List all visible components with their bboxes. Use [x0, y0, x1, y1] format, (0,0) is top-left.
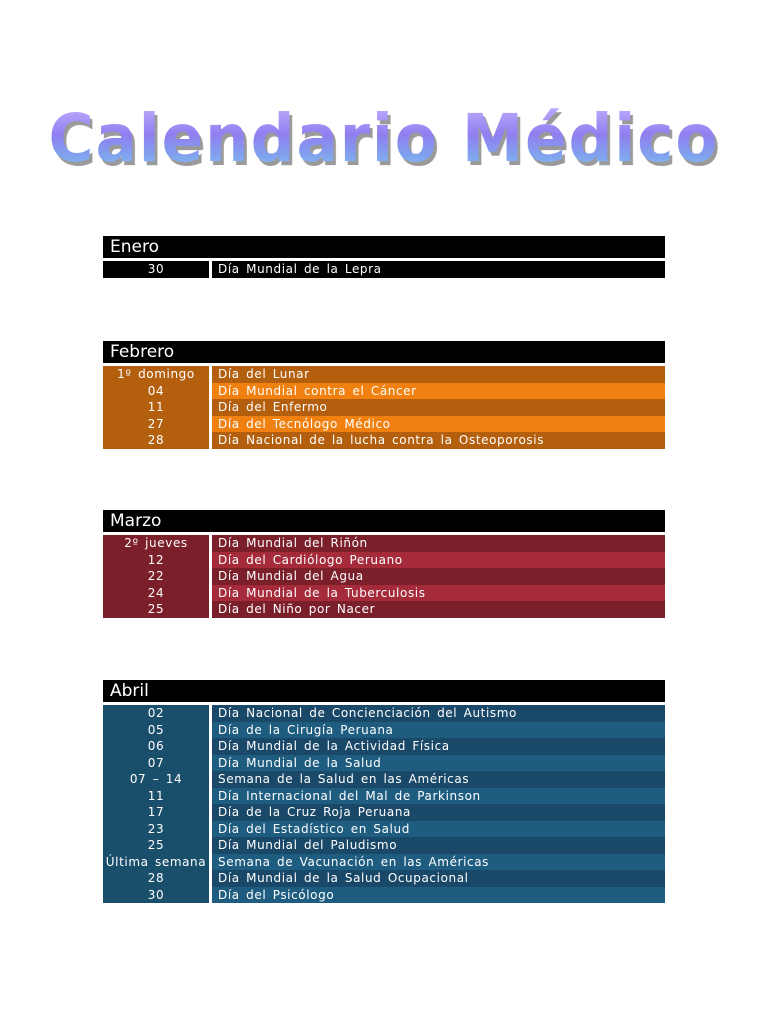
event-row: [103, 568, 665, 585]
event-row: [103, 804, 665, 821]
event-list: [103, 366, 665, 449]
event-row: [103, 601, 665, 618]
event-date: 06: [103, 738, 209, 755]
month-enero: [103, 236, 665, 278]
event-name: Día de la Cirugía Peruana: [212, 722, 665, 739]
event-row: [103, 722, 665, 739]
event-date: 11: [103, 399, 209, 416]
event-date: 02: [103, 705, 209, 722]
event-name: Día Nacional de la lucha contra la Osteoporosis: [212, 432, 665, 449]
event-name: Día Mundial del Agua: [212, 568, 665, 585]
event-date: 05: [103, 722, 209, 739]
event-date: 07: [103, 755, 209, 772]
event-name: Día Mundial de la Salud: [212, 755, 665, 772]
month-header: Febrero: [103, 341, 665, 363]
event-date: Última semana: [103, 854, 209, 871]
event-date: 17: [103, 804, 209, 821]
event-name: Día del Estadístico en Salud: [212, 821, 665, 838]
event-name: Día del Tecnólogo Médico: [212, 416, 665, 433]
event-row: [103, 535, 665, 552]
event-name: Día Mundial del Paludismo: [212, 837, 665, 854]
event-date: 25: [103, 837, 209, 854]
event-name: Día de la Cruz Roja Peruana: [212, 804, 665, 821]
event-row: [103, 416, 665, 433]
event-row: [103, 870, 665, 887]
event-name: Día Internacional del Mal de Parkinson: [212, 788, 665, 805]
event-date: 25: [103, 601, 209, 618]
event-row: [103, 837, 665, 854]
event-row: [103, 788, 665, 805]
event-name: Día del Psicólogo: [212, 887, 665, 904]
month-febrero: [103, 341, 665, 449]
month-header: Enero: [103, 236, 665, 258]
event-name: Semana de la Salud en las Américas: [212, 771, 665, 788]
event-date: 11: [103, 788, 209, 805]
event-row: [103, 399, 665, 416]
event-name: Día Mundial de la Actividad Física: [212, 738, 665, 755]
page-title: Calendario Médico: [27, 100, 741, 177]
event-name: Día Mundial contra el Cáncer: [212, 383, 665, 400]
event-date: 28: [103, 432, 209, 449]
event-row: [103, 854, 665, 871]
event-row: [103, 432, 665, 449]
event-row: [103, 552, 665, 569]
event-row: [103, 738, 665, 755]
month-abril: [103, 680, 665, 903]
event-date: 12: [103, 552, 209, 569]
event-date: 28: [103, 870, 209, 887]
event-list: [103, 535, 665, 618]
event-date: 1º domingo: [103, 366, 209, 383]
event-name: Día Nacional de Concienciación del Autismo: [212, 705, 665, 722]
event-row: [103, 821, 665, 838]
month-marzo: [103, 510, 665, 618]
event-name: Día Mundial de la Lepra: [218, 262, 382, 276]
event-row: [103, 887, 665, 904]
event-row: [103, 261, 665, 278]
event-date: 07 – 14: [103, 771, 209, 788]
event-row: [103, 585, 665, 602]
event-list: [103, 261, 665, 278]
event-date: 30: [147, 262, 165, 276]
event-row: [103, 771, 665, 788]
event-date: 27: [103, 416, 209, 433]
event-name: Día del Lunar: [212, 366, 665, 383]
event-row: [103, 705, 665, 722]
event-name: Día del Cardiólogo Peruano: [212, 552, 665, 569]
month-header: Abril: [103, 680, 665, 702]
event-date: 24: [103, 585, 209, 602]
event-list: [103, 705, 665, 903]
event-date: 04: [103, 383, 209, 400]
event-date: 23: [103, 821, 209, 838]
event-row: [103, 366, 665, 383]
event-date: 2º jueves: [103, 535, 209, 552]
month-header: Marzo: [103, 510, 665, 532]
event-name: Día del Niño por Nacer: [212, 601, 665, 618]
event-date: 30: [103, 887, 209, 904]
event-name: Día Mundial del Riñón: [212, 535, 665, 552]
event-row: [103, 383, 665, 400]
event-date: 22: [103, 568, 209, 585]
event-row: [103, 755, 665, 772]
event-name: Semana de Vacunación en las Américas: [212, 854, 665, 871]
event-name: Día Mundial de la Tuberculosis: [212, 585, 665, 602]
event-name: Día del Enfermo: [212, 399, 665, 416]
event-name: Día Mundial de la Salud Ocupacional: [212, 870, 665, 887]
